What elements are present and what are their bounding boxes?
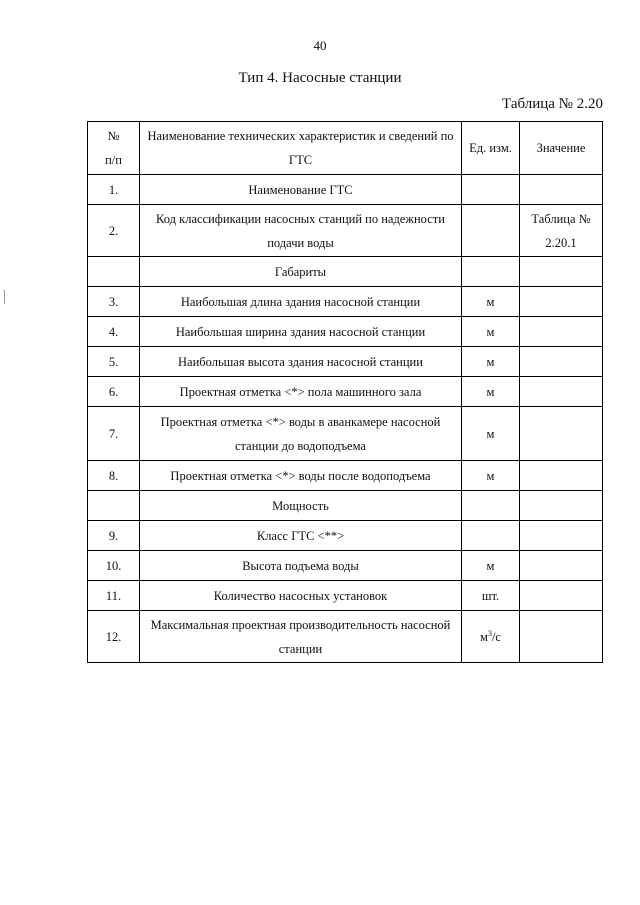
table-row [88,317,603,347]
row-name: Высота подъема воды [140,551,462,581]
row-value [520,491,603,521]
row-name: Проектная отметка <*> пола машинного зала [140,377,462,407]
header-value: Значение [520,122,603,175]
table-caption: Таблица № 2.20 [502,96,603,112]
row-number [88,257,140,287]
row-name: Класс ГТС <**> [140,521,462,551]
header-number-line1: № [107,129,120,143]
table-row [88,257,603,287]
table-row [88,407,603,461]
row-unit [462,205,520,257]
row-number: 12. [88,611,140,663]
row-number: 11. [88,581,140,611]
specs-table [87,121,603,663]
row-unit: м [462,407,520,461]
row-number: 3. [88,287,140,317]
table-row [88,175,603,205]
row-number: 9. [88,521,140,551]
row-number: 1. [88,175,140,205]
row-value [520,551,603,581]
row-value [520,347,603,377]
section-heading-dimensions: Габариты [140,257,462,287]
table-row [88,377,603,407]
row-unit [462,521,520,551]
row-number: 10. [88,551,140,581]
page-title: Тип 4. Насосные станции [238,70,402,86]
row-number: 4. [88,317,140,347]
row-name: Проектная отметка <*> воды после водоподъема [140,461,462,491]
row-name: Наибольшая ширина здания насосной станции [140,317,462,347]
row-value [520,287,603,317]
table-row [88,491,603,521]
row-unit: м [462,287,520,317]
unit-superscript: 3 [487,628,492,638]
row-unit [462,175,520,205]
table-header-row [88,122,603,175]
table-row [88,611,603,663]
header-name: Наименование технических характеристик и сведений по ГТС [140,122,462,175]
row-value [520,175,603,205]
row-unit: м [462,377,520,407]
row-name: Код классификации насосных станций по надежности подачи воды [140,205,462,257]
table-row [88,205,603,257]
row-value: Таблица № 2.20.1 [520,205,603,257]
row-name: Наибольшая высота здания насосной станции [140,347,462,377]
page-number: 40 [313,38,327,53]
row-number: 2. [88,205,140,257]
row-unit [462,257,520,287]
table-row [88,461,603,491]
row-name: Наименование ГТС [140,175,462,205]
row-number: 6. [88,377,140,407]
header-number-line2: п/п [105,153,122,167]
row-value [520,257,603,287]
table-row [88,521,603,551]
section-heading-power: Мощность [140,491,462,521]
row-value [520,521,603,551]
row-value [520,611,603,663]
row-name: Количество насосных установок [140,581,462,611]
unit-base: м [480,629,488,644]
row-value [520,461,603,491]
row-value [520,377,603,407]
row-number: 7. [88,407,140,461]
table-row [88,551,603,581]
row-unit [462,491,520,521]
row-number: 8. [88,461,140,491]
row-unit: м [462,347,520,377]
table-row [88,347,603,377]
row-value [520,317,603,347]
row-value [520,581,603,611]
unit-tail: /с [491,629,501,644]
row-number: 5. [88,347,140,377]
table-row [88,287,603,317]
header-unit: Ед. изм. [462,122,520,175]
row-number [88,491,140,521]
row-unit [462,611,520,663]
row-name: Наибольшая длина здания насосной станции [140,287,462,317]
header-number [88,122,140,175]
table-row [88,581,603,611]
row-unit: м [462,461,520,491]
row-name: Проектная отметка <*> воды в аванкамере насосной станции до водоподъема [140,407,462,461]
margin-mark [4,290,5,304]
row-unit: м [462,317,520,347]
row-name: Максимальная проектная производительность насосной станции [140,611,462,663]
row-unit: шт. [462,581,520,611]
row-unit: м [462,551,520,581]
row-value [520,407,603,461]
